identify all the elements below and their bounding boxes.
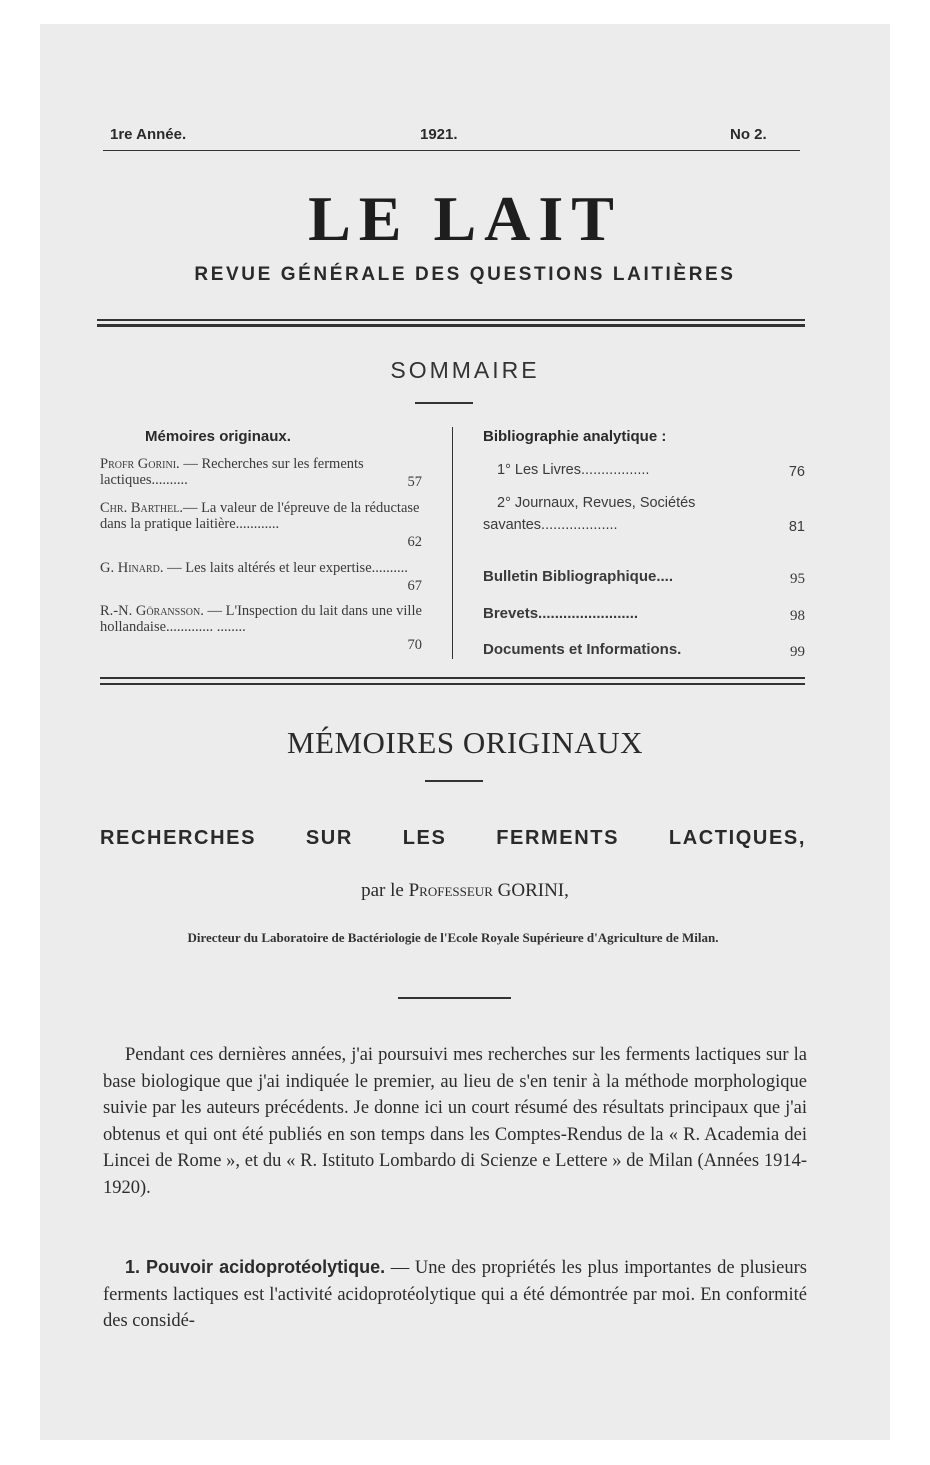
toc-entry-goransson: [100, 603, 422, 653]
article-paragraph-1: [103, 1042, 807, 1201]
toc-page: 76: [788, 464, 805, 480]
masthead-rule-bottom: [97, 324, 805, 327]
toc-page: 98: [790, 608, 805, 624]
toc-page: 62: [407, 534, 422, 550]
toc-left-heading: Mémoires originaux.: [145, 428, 291, 445]
header-annee: 1re Année.: [110, 126, 187, 143]
toc-right-heading: Bibliographie analytique :: [483, 428, 667, 445]
article-divider: [398, 997, 511, 999]
paragraph-text: — Une des propriétés les plus importantes de plusieurs ferments lactiques est l'activité acidoprotéolytique qui a été démontrée par moi. En conformité des considé-: [103, 1258, 807, 1331]
byline-prefix: par le: [361, 880, 409, 901]
toc-entry-barthel: [100, 500, 422, 550]
sommaire-rule-top: [100, 677, 805, 679]
toc-text: — L'Inspection du lait dans une ville hollandaise............. ........: [100, 603, 422, 635]
toc-entry-brevets: [483, 606, 805, 624]
toc-author: Profr Gorini.: [100, 456, 180, 472]
toc-text: 2° Journaux, Revues, Sociétés savantes...................: [483, 495, 696, 533]
header-rule: [103, 150, 800, 151]
byline-name: GORINI,: [492, 880, 569, 901]
toc-entry-bulletin: [483, 569, 805, 587]
toc-entry-gorini: [100, 456, 422, 490]
toc-text: Bulletin Bibliographique....: [483, 568, 673, 585]
toc-page: 99: [790, 644, 805, 660]
journal-title: LE LAIT: [308, 183, 622, 254]
toc-text: Documents et Informations.: [483, 641, 682, 658]
section-divider: [425, 780, 483, 782]
toc-text: Brevets........................: [483, 605, 639, 622]
header-numero: No 2.: [730, 126, 767, 143]
article-title: RECHERCHES SUR LES FERMENTS LACTIQUES,: [100, 827, 806, 849]
sommaire-divider: [415, 402, 473, 404]
sommaire-title: SOMMAIRE: [390, 357, 540, 383]
toc-page: 95: [790, 571, 805, 587]
toc-text: — Recherches sur les ferments lactiques..........: [100, 456, 364, 488]
article-affiliation: Directeur du Laboratoire de Bactériologie de l'Ecole Royale Supérieure d'Agriculture de Milan.: [187, 930, 719, 945]
section-title: MÉMOIRES ORIGINAUX: [286, 725, 644, 760]
paragraph-text: Pendant ces dernières années, j'ai poursuivi mes recherches sur les ferments lactiques sur la base biologique que j'ai indiquée le premier, au lieu de s'en tenir à la méthode morphologique suivie par les auteurs précédents. Je donne ici un court résumé des résultats principaux que j'ai obtenus et qui ont été publiés en son temps dans les Comptes-Rendus de la « R. Academia dei Lincei de Rome », et du « R. Istituto Lombardo di Scienze e Lettere » de Milan (Années 1914-1920).: [103, 1045, 807, 1198]
journal-subtitle: REVUE GÉNÉRALE DES QUESTIONS LAITIÈRES: [194, 264, 736, 285]
toc-entry-livres: [483, 462, 805, 480]
toc-author: Chr. Barthel.: [100, 500, 183, 516]
paragraph-heading: 1. Pouvoir acidoprotéolytique.: [125, 1257, 386, 1277]
toc-entry-documents: [483, 642, 805, 660]
toc-page: 67: [407, 578, 422, 594]
toc-author: G. Hinard.: [100, 560, 164, 576]
toc-text: — La valeur de l'épreuve de la réductase dans la pratique laitière............: [100, 500, 420, 532]
byline-title: Professeur: [408, 880, 493, 901]
toc-author: R.-N. Göransson.: [100, 603, 204, 619]
toc-page: 81: [788, 519, 805, 535]
toc-entry-journaux: [483, 492, 805, 538]
toc-page: 57: [407, 474, 422, 490]
toc-text: — Les laits altérés et leur expertise..........: [163, 560, 408, 576]
masthead-rule-top: [97, 319, 805, 321]
article-byline: [0, 880, 930, 902]
toc-entry-hinard: [100, 560, 422, 594]
toc-page: 70: [407, 637, 422, 653]
article-paragraph-2: [103, 1254, 807, 1335]
toc-text: 1° Les Livres.................: [497, 462, 650, 478]
sommaire-column-divider: [452, 427, 453, 659]
sommaire-rule-bottom: [100, 683, 805, 685]
header-year: 1921.: [420, 126, 458, 143]
